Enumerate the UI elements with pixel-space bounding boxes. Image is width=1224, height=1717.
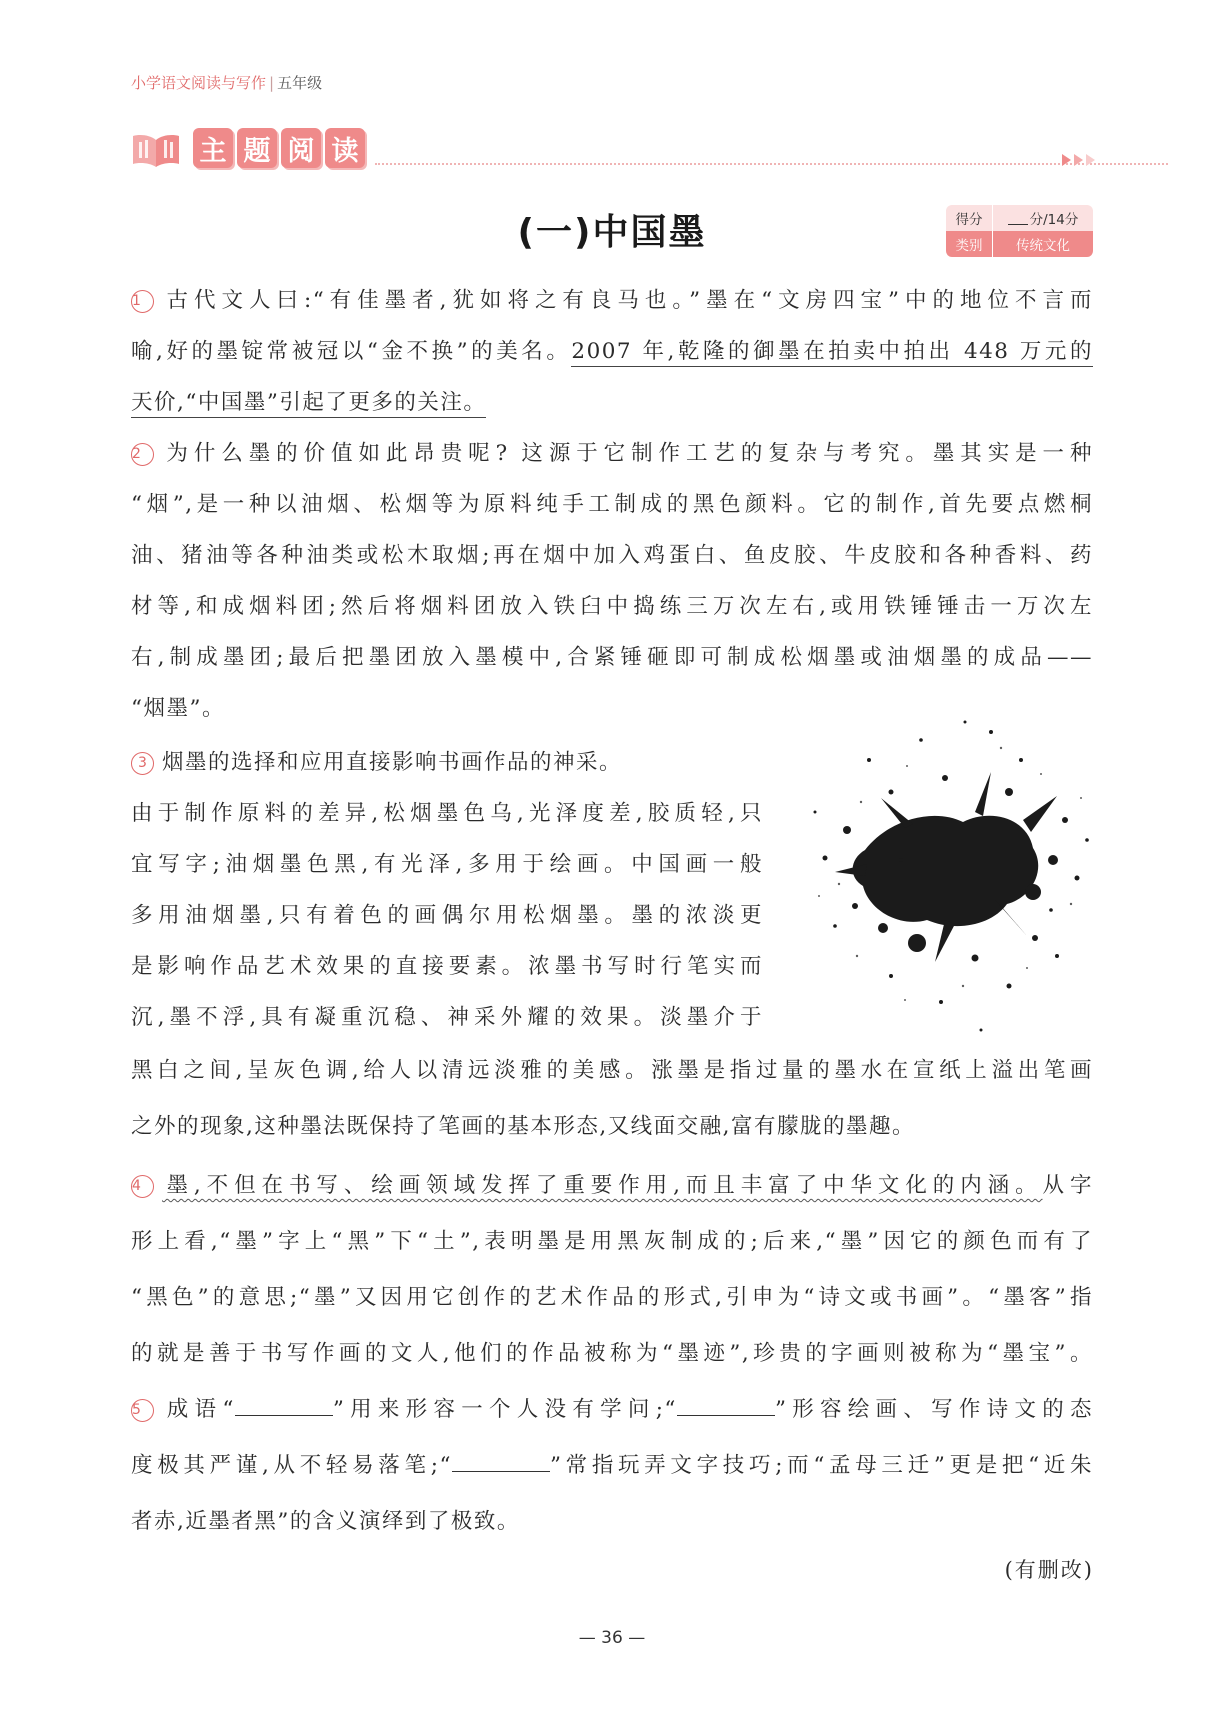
underlined-text: 天价,“中国墨”引起了更多的关注。 [131,390,486,418]
text-line: “黑色”的意思;“墨”又因用它创作的艺术作品的形式,引申为“诗文或书画”。“墨客”指 [131,1285,1093,1310]
fill-in-blank[interactable] [677,1397,775,1416]
paragraph-number: 5 [131,1399,154,1422]
paragraph-number: 1 [131,290,154,313]
article-title: (一)中国墨 [517,212,707,253]
section-title-char: 主 [193,128,233,168]
text-line [131,377,1093,428]
text-line: 之外的现象,这种墨法既保持了笔画的基本形态,又线面交融,富有朦胧的墨趣。 [131,1114,916,1139]
score-field[interactable] [993,205,1093,231]
dotted-divider [375,163,1168,165]
text-line: 者赤,近墨者黑”的含义演绎到了极致。 [131,1509,520,1534]
score-box [946,205,1093,257]
paragraph-number: 2 [131,443,154,466]
page-number: — 36 — [578,1628,646,1648]
grade-label: 五年级 [277,74,323,92]
paragraph-5 [131,1382,1093,1550]
text-line: “烟墨”。 [131,696,225,721]
paragraph-number: 4 [131,1175,154,1198]
triple-arrow-icon [1062,154,1095,166]
text-line: 3 烟墨的选择和应用直接影响书画作品的神采。 [131,737,763,788]
category-value: 传统文化 [1016,238,1070,254]
text-line: 多用油烟墨,只有着色的画偶尔用松烟墨。墨的浓淡更 [131,903,763,928]
score-label: 得分 [946,205,993,231]
text-line: 黑白之间,呈灰色调,给人以清远淡雅的美感。涨墨是指过量的墨水在宣纸上溢出笔画 [131,1058,1093,1083]
text-line: 5 成语“ ”用来形容一个人没有学问;“ ”形容绘画、写作诗文的态 [132,1397,1094,1422]
section-title-char: 读 [325,128,365,168]
source-note: (有删改) [1004,1558,1094,1582]
wavy-underlined-text: 墨,不但在书写、绘画领域发挥了重要作用,而且丰富了中华文化的内涵。 [162,1173,1043,1198]
text-line: 由于制作原料的差异,松烟墨色乌,光泽度差,胶质轻,只 [131,801,763,826]
text-line: 右,制成墨团;最后把墨团放入墨模中,合紧锤砸即可制成松烟墨或油烟墨的成品—— [131,645,1093,670]
section-title-char: 阅 [281,128,321,168]
text-line: 材等,和成烟料团;然后将烟料团放入铁臼中捣练三万次左右,或用铁锤锤击一万次左 [131,594,1093,619]
text-line: 喻,好的墨锭常被冠以“金不换”的美名。2007 年,乾隆的御墨在拍卖中拍出 448 万元的 [131,326,1093,377]
text-line: 4 墨,不但在书写、绘画领域发挥了重要作用,而且丰富了中华文化的内涵。从字 [132,1173,1093,1198]
section-banner [130,128,1095,172]
section-title-char: 题 [237,128,277,168]
text-line: 形上看,“墨”字上“黑”下“土”,表明墨是用黑灰制成的;后来,“墨”因它的颜色而有了 [131,1229,1093,1254]
fill-in-blank[interactable] [235,1397,333,1416]
open-book-icon [130,132,182,168]
underlined-text: 2007 年,乾隆的御墨在拍卖中拍出 448 万元的 [571,339,1093,367]
paragraph-4 [131,1158,1093,1382]
paragraph-1 [131,275,1093,428]
text-line: 1 古代文人曰:“有佳墨者,犹如将之有良马也。”墨在“文房四宝”中的地位不言而 [132,288,1093,313]
header-separator: | [269,74,275,92]
text-line: 宜写字;油烟墨色黑,有光泽,多用于绘画。中国画一般 [131,852,763,877]
text-line: 是影响作品艺术效果的直接要素。浓墨书写时行笔实而 [131,954,763,979]
category-label: 类别 [946,231,993,257]
section-title [193,128,365,168]
text-line: 2 为什么墨的价值如此昂贵呢? 这源于它制作工艺的复杂与考究。墨其实是一种 [132,441,1093,466]
score-suffix: 分/14分 [1029,212,1079,228]
text-line: 油、猪油等各种油类或松木取烟;再在烟中加入鸡蛋白、鱼皮胶、牛皮胶和各种香料、药 [131,543,1093,568]
text-line: 沉,墨不浮,具有凝重沉稳、神采外耀的效果。淡墨介于 [131,1005,763,1030]
paragraph-number: 3 [131,752,154,775]
text-line: 度极其严谨,从不轻易落笔;“ ”常指玩弄文字技巧;而“孟母三迁”更是把“近朱 [131,1453,1093,1478]
paragraph-3 [131,737,1093,1155]
paragraph-2 [131,428,1093,734]
book-header [131,72,322,93]
text-line: 的就是善于书写作画的文人,他们的作品被称为“墨迹”,珍贵的字画则被称为“墨宝”。 [131,1341,1093,1366]
fill-in-blank[interactable] [452,1453,550,1472]
text-line: “烟”,是一种以油烟、松烟等为原料纯手工制成的黑色颜料。它的制作,首先要点燃桐 [131,492,1093,517]
book-title: 小学语文阅读与写作 [131,74,267,92]
